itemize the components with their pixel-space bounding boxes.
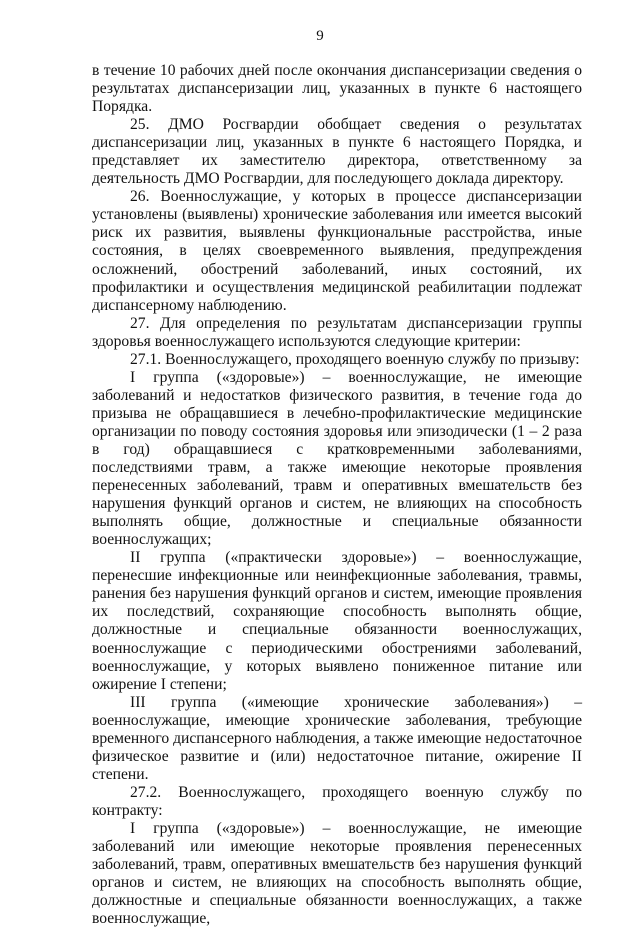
paragraph-item-27: 27. Для определения по результатам диспансеризации группы здоровья военнослужащего используются следующие критерии: [92,314,582,350]
paragraph-item-27-2: 27.2. Военнослужащего, проходящего военную службу по контракту: [92,783,582,819]
paragraph-contract-group-1: I группа («здоровые») – военнослужащие, не имеющие заболеваний или имеющие некоторые проявления перенесенных заболеваний, травм, оперативных вмешательств без нарушения функций органов и систем, не влияющих на способность выполнять общие, должностные и специальные обязанности военнослужащих, а также военнослужащие, [92,819,582,928]
paragraph-conscript-group-3: III группа («имеющие хронические заболевания») – военнослужащие, имеющие хронические заболевания, требующие временного диспансерного наблюдения, а также имеющие недостаточное физическое развитие и (или) недостаточное питание, ожирение II степени. [92,693,582,783]
paragraph-continuation: в течение 10 рабочих дней после окончания диспансеризации сведения о результатах диспансеризации лиц, указанных в пункте 6 настоящего Порядка. [92,62,582,116]
paragraph-item-27-1: 27.1. Военнослужащего, проходящего военную службу по призыву: [130,350,580,368]
paragraph-item-25: 25. ДМО Росгвардии обобщает сведения о результатах диспансеризации лиц, указанных в пункте 6 настоящего Порядка, и представляет их заместителю директора, ответственному за деятельность ДМО Росгвардии, для последующего доклада директору. [92,116,582,188]
page-number: 9 [316,28,324,44]
document-body [92,62,582,928]
paragraph-conscript-group-2: II группа («практически здоровые») – военнослужащие, перенесшие инфекционные или неинфекционные заболевания, травмы, ранения без нарушения функций органов и систем, имеющие проявления их последствий, сохраняющие способность выполнять общие, должностные и специальные обязанности военнослужащих, военнослужащие с периодическими обострениями заболеваний, военнослужащие, у которых выявлено пониженное питание или ожирение I степени; [92,549,582,693]
paragraph-item-26: 26. Военнослужащие, у которых в процессе диспансеризации установлены (выявлены) хронические заболевания или имеется высокий риск их развития, выявлены функциональные расстройства, иные состояния, в целях своевременного выявления, предупреждения осложнений, обострений заболеваний, иных состояний, их профилактики и осуществления медицинской реабилитации подлежат диспансерному наблюдению. [92,188,582,314]
paragraph-conscript-group-1: I группа («здоровые») – военнослужащие, не имеющие заболеваний и недостатков физического развития, в течение года до призыва не обращавшиеся в лечебно-профилактические медицинские организации по поводу состояния здоровья или эпизодически (1 – 2 раза в год) обращавшиеся с кратковременными заболеваниями, последствиями травм, а также имеющие некоторые проявления перенесенных заболеваний, травм и оперативных вмешательств без нарушения функций органов и систем, не влияющих на способность выполнять общие, должностные и специальные обязанности военнослужащих; [92,368,582,549]
